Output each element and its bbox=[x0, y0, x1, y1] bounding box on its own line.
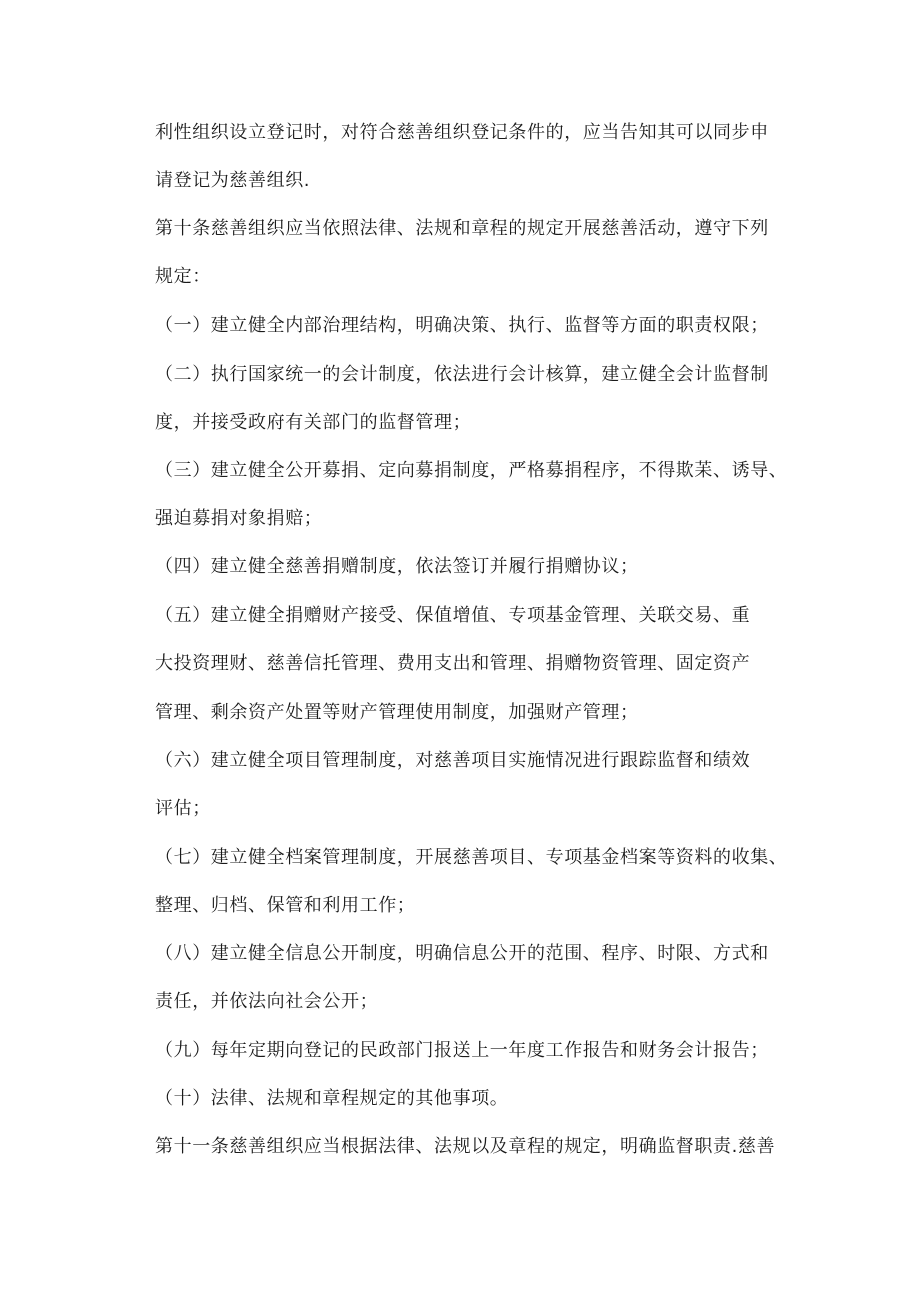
text-line: （六）建立健全项目管理制度，对慈善项目实施情况进行跟踪监督和绩效 bbox=[155, 750, 751, 771]
text-line: 规定： bbox=[155, 266, 211, 287]
text-line: （四）建立健全慈善捐赠制度，依法签订并履行捐赠协议； bbox=[155, 556, 639, 577]
text-line: 大投资理财、慈善信托管理、费用支出和管理、捐赠物资管理、固定资产 bbox=[155, 653, 751, 674]
text-line: （三）建立健全公开募捐、定向募捐制度，严格募捐程序，不得欺苿、诱导、 bbox=[155, 460, 788, 481]
text-line: 强迫募捐对象捐赔； bbox=[155, 508, 323, 529]
text-line: （二）执行国家统一的会计制度，依法进行会计核算，建立健全会计监督制 bbox=[155, 364, 769, 385]
text-line: 责任，并依法向社会公开； bbox=[155, 991, 379, 1012]
text-line: 第十一条慈善组织应当根据法律、法规以及章程的规定，明确监督职责.慈善 bbox=[155, 1136, 776, 1157]
text-line: 评估； bbox=[155, 798, 211, 819]
text-line: （七）建立健全档案管理制度，开展慈善项目、专项基金档案等资料的收集、 bbox=[155, 847, 788, 868]
text-line: 度，并接受政府有关部门的监督管理； bbox=[155, 412, 472, 433]
text-line: 第十条慈善组织应当依照法律、法规和章程的规定开展慈善活动，遵守下列 bbox=[155, 218, 769, 239]
text-line: （十）法律、法规和章程规定的其他事项。 bbox=[155, 1088, 509, 1109]
text-line: 利性组织设立登记时，对符合慈善组织登记条件的，应当告知其可以同步申 bbox=[155, 122, 769, 143]
text-line: 请登记为慈善组织. bbox=[155, 170, 311, 191]
text-line: （一）建立健全内部治理结构，明确决策、执行、监督等方面的职责权限； bbox=[155, 315, 769, 336]
text-line: （五）建立健全捐赠财产接受、保值增值、专项基金管理、关联交易、重 bbox=[155, 605, 751, 626]
text-line: 整理、归档、保管和利用工作； bbox=[155, 895, 416, 916]
text-line: （八）建立健全信息公开制度，明确信息公开的范围、程序、时限、方式和 bbox=[155, 943, 769, 964]
text-line: （九）每年定期向登记的民政部门报送上一年度工作报告和财务会计报告； bbox=[155, 1040, 769, 1061]
text-line: 管理、剩余资产处置等财产管理使用制度，加强财产管理； bbox=[155, 702, 639, 723]
